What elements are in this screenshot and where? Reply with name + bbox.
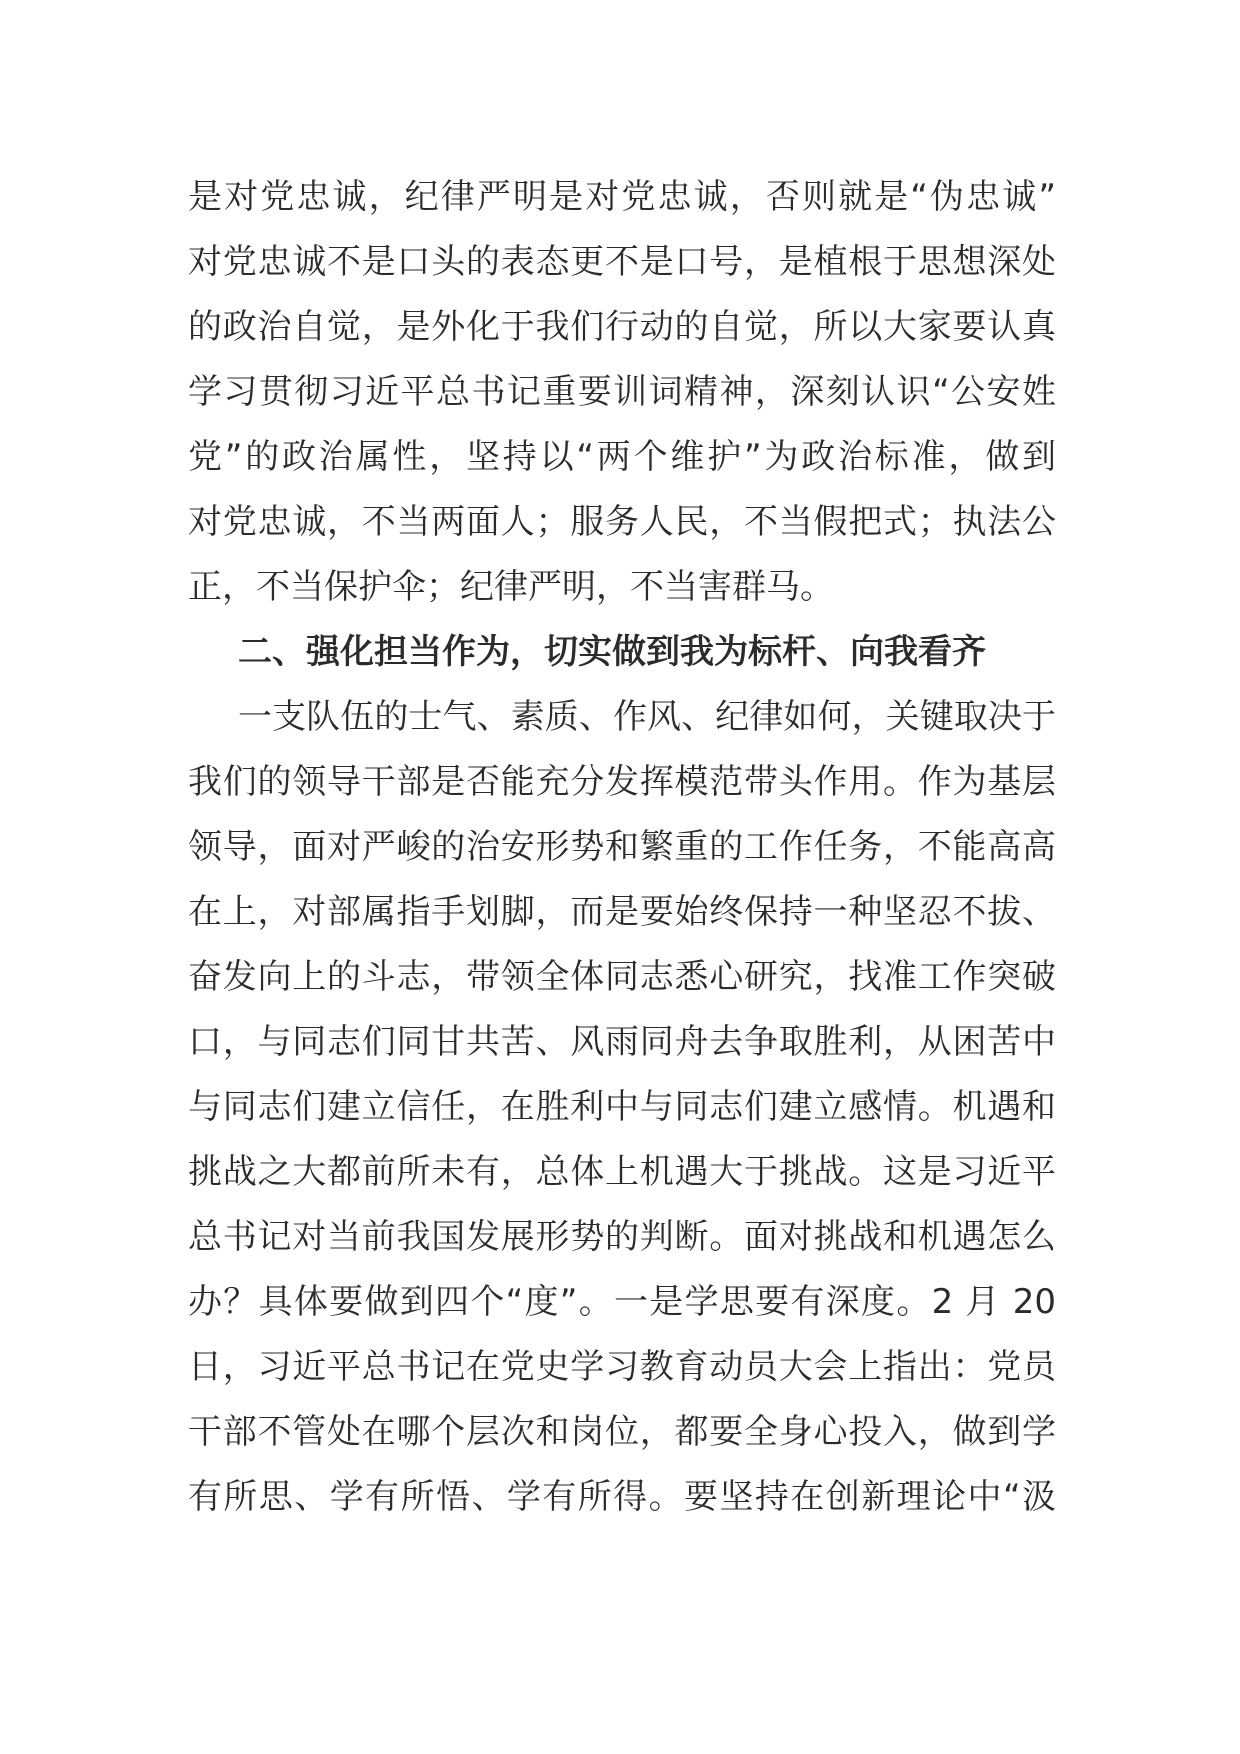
paragraph-line: 的政治自觉，是外化于我们行动的自觉，所以大家要认真	[188, 307, 1056, 347]
paragraph-line: 党”的政治属性，坚持以“两个维护”为政治标准，做到	[188, 437, 1056, 477]
paragraph-line: 口，与同志们同甘共苦、风雨同舟去争取胜利，从困苦中	[188, 1022, 1056, 1062]
paragraph-line: 挑战之大都前所未有，总体上机遇大于挑战。这是习近平	[188, 1152, 1056, 1192]
paragraph-line: 对党忠诚，不当两面人；服务人民，不当假把式；执法公	[188, 502, 1056, 542]
paragraph-line: 奋发向上的斗志，带领全体同志悉心研究，找准工作突破	[188, 957, 1056, 997]
paragraph-line: 我们的领导干部是否能充分发挥模范带头作用。作为基层	[188, 762, 1056, 802]
paragraph-line: 是对党忠诚，纪律严明是对党忠诚，否则就是“伪忠诚”	[188, 177, 1056, 217]
paragraph-line: 在上，对部属指手划脚，而是要始终保持一种坚忍不拔、	[188, 892, 1056, 932]
paragraph-1	[188, 165, 1056, 620]
paragraph-line: 对党忠诚不是口头的表态更不是口号，是植根于思想深处	[188, 242, 1056, 282]
section-heading: 二、强化担当作为，切实做到我为标杆、向我看齐	[238, 632, 986, 672]
paragraph-line: 与同志们建立信任，在胜利中与同志们建立感情。机遇和	[188, 1087, 1056, 1127]
paragraph-line: 日，习近平总书记在党史学习教育动员大会上指出：党员	[188, 1347, 1056, 1387]
paragraph-line: 一支队伍的士气、素质、作风、纪律如何，关键取决于	[238, 697, 1056, 737]
paragraph-line: 领导，面对严峻的治安形势和繁重的工作任务，不能高高	[188, 827, 1056, 867]
paragraph-line: 总书记对当前我国发展形势的判断。面对挑战和机遇怎么	[188, 1217, 1056, 1257]
paragraph-2	[188, 685, 1056, 1530]
paragraph-line: 正，不当保护伞；纪律严明，不当害群马。	[188, 567, 834, 607]
document-body	[188, 165, 1056, 1530]
paragraph-line: 干部不管处在哪个层次和岗位，都要全身心投入，做到学	[188, 1412, 1056, 1452]
paragraph-line: 学习贯彻习近平总书记重要训词精神，深刻认识“公安姓	[188, 372, 1056, 412]
paragraph-line: 有所思、学有所悟、学有所得。要坚持在创新理论中“汲	[188, 1477, 1056, 1517]
paragraph-line: 办？具体要做到四个“度”。一是学思要有深度。2 月 20	[188, 1282, 1056, 1322]
